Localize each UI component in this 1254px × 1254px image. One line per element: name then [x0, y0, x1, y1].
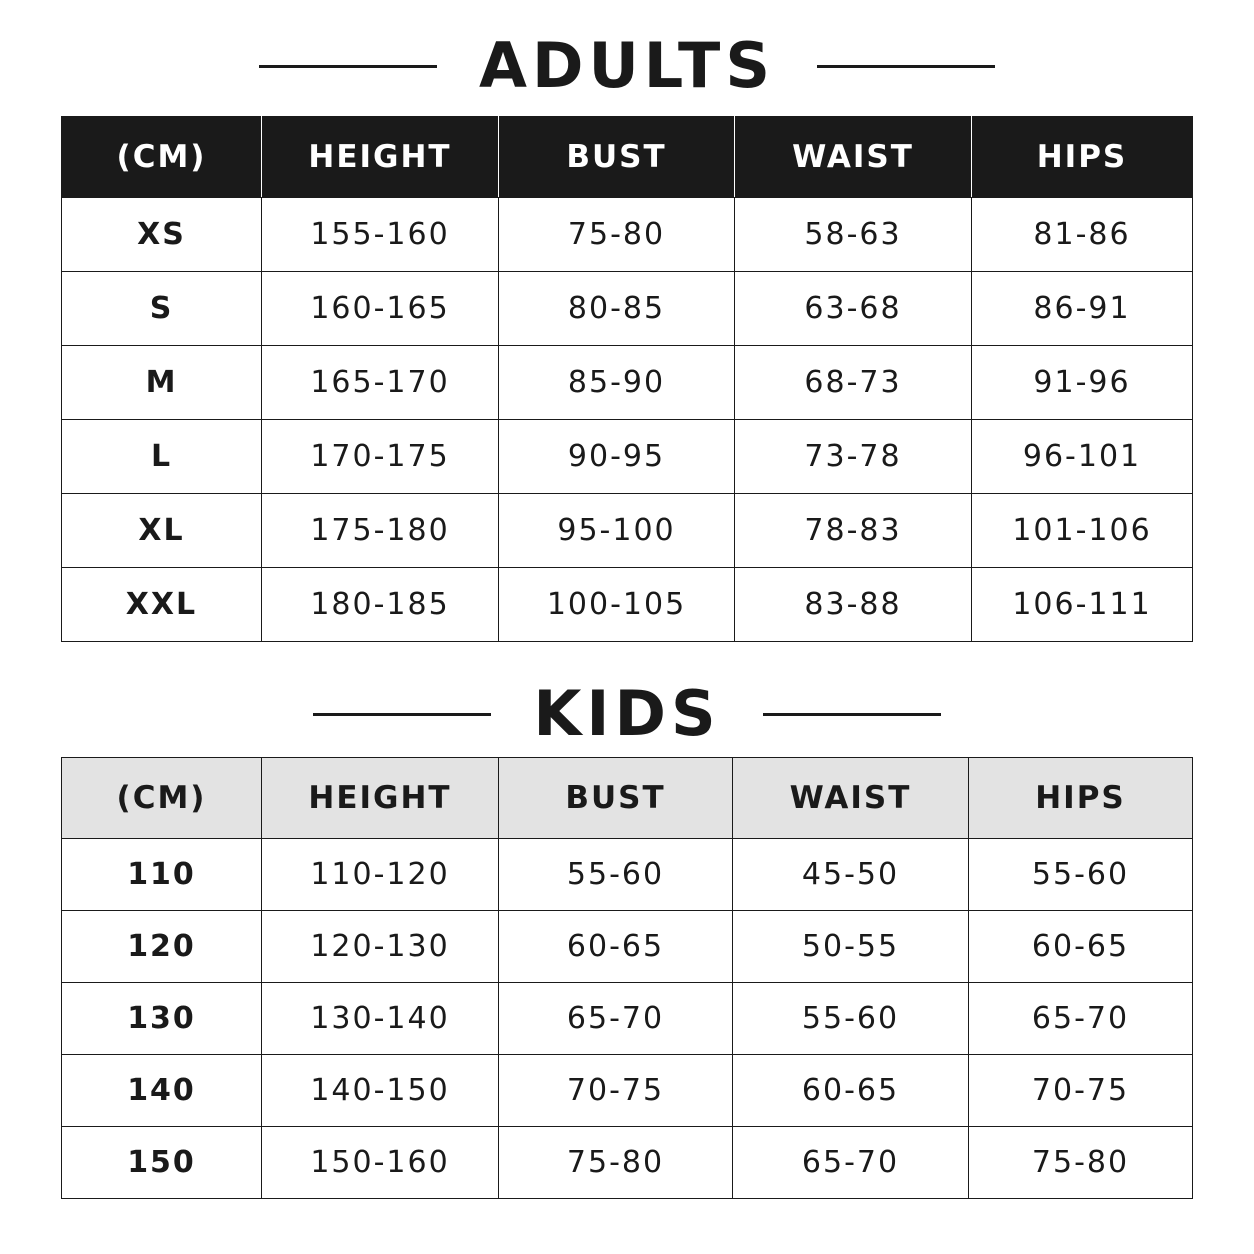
table-row — [62, 1127, 1193, 1199]
waist-cell: 50-55 — [733, 911, 969, 983]
bust-cell: 70-75 — [499, 1055, 733, 1127]
bust-cell: 90-95 — [499, 420, 735, 494]
waist-cell: 60-65 — [733, 1055, 969, 1127]
hips-cell: 106-111 — [972, 568, 1193, 642]
hips-cell: 86-91 — [972, 272, 1193, 346]
column-header: (CM) — [62, 117, 262, 198]
bust-cell: 75-80 — [499, 198, 735, 272]
table-row — [62, 839, 1193, 911]
table-row — [62, 983, 1193, 1055]
table-row — [62, 911, 1193, 983]
column-header: HIPS — [972, 117, 1193, 198]
table-row — [62, 346, 1193, 420]
size-label: XL — [62, 494, 262, 568]
adults-heading — [0, 29, 1254, 102]
height-cell: 170-175 — [262, 420, 499, 494]
column-header: BUST — [499, 117, 735, 198]
size-label: XXL — [62, 568, 262, 642]
hips-cell: 101-106 — [972, 494, 1193, 568]
kids-title: KIDS — [533, 677, 721, 750]
waist-cell: 58-63 — [735, 198, 972, 272]
table-row — [62, 494, 1193, 568]
hips-cell: 96-101 — [972, 420, 1193, 494]
bust-cell: 85-90 — [499, 346, 735, 420]
waist-cell: 73-78 — [735, 420, 972, 494]
table-row — [62, 568, 1193, 642]
table-row — [62, 198, 1193, 272]
waist-cell: 83-88 — [735, 568, 972, 642]
bust-cell: 60-65 — [499, 911, 733, 983]
size-label: 150 — [62, 1127, 262, 1199]
column-header: BUST — [499, 758, 733, 839]
bust-cell: 65-70 — [499, 983, 733, 1055]
hips-cell: 60-65 — [969, 911, 1193, 983]
waist-cell: 68-73 — [735, 346, 972, 420]
bust-cell: 55-60 — [499, 839, 733, 911]
heading-rule-right — [763, 713, 941, 716]
size-label: 110 — [62, 839, 262, 911]
size-label: S — [62, 272, 262, 346]
hips-cell: 70-75 — [969, 1055, 1193, 1127]
size-label: 140 — [62, 1055, 262, 1127]
hips-cell: 55-60 — [969, 839, 1193, 911]
hips-cell: 81-86 — [972, 198, 1193, 272]
kids-size-table — [61, 757, 1193, 1199]
hips-cell: 65-70 — [969, 983, 1193, 1055]
column-header: HEIGHT — [262, 758, 499, 839]
kids-heading — [0, 677, 1254, 750]
height-cell: 175-180 — [262, 494, 499, 568]
column-header: WAIST — [735, 117, 972, 198]
waist-cell: 55-60 — [733, 983, 969, 1055]
adults-title: ADULTS — [479, 29, 775, 102]
bust-cell: 95-100 — [499, 494, 735, 568]
height-cell: 160-165 — [262, 272, 499, 346]
size-label: 130 — [62, 983, 262, 1055]
column-header: (CM) — [62, 758, 262, 839]
adults-size-table — [61, 116, 1193, 642]
waist-cell: 45-50 — [733, 839, 969, 911]
height-cell: 180-185 — [262, 568, 499, 642]
hips-cell: 75-80 — [969, 1127, 1193, 1199]
column-header: HEIGHT — [262, 117, 499, 198]
bust-cell: 75-80 — [499, 1127, 733, 1199]
column-header: HIPS — [969, 758, 1193, 839]
waist-cell: 78-83 — [735, 494, 972, 568]
height-cell: 140-150 — [262, 1055, 499, 1127]
size-label: M — [62, 346, 262, 420]
column-header: WAIST — [733, 758, 969, 839]
height-cell: 110-120 — [262, 839, 499, 911]
waist-cell: 63-68 — [735, 272, 972, 346]
height-cell: 120-130 — [262, 911, 499, 983]
hips-cell: 91-96 — [972, 346, 1193, 420]
size-label: L — [62, 420, 262, 494]
size-label: XS — [62, 198, 262, 272]
waist-cell: 65-70 — [733, 1127, 969, 1199]
height-cell: 130-140 — [262, 983, 499, 1055]
table-row — [62, 1055, 1193, 1127]
bust-cell: 100-105 — [499, 568, 735, 642]
table-header-row — [62, 117, 1193, 198]
height-cell: 155-160 — [262, 198, 499, 272]
heading-rule-left — [259, 65, 437, 68]
table-header-row — [62, 758, 1193, 839]
bust-cell: 80-85 — [499, 272, 735, 346]
size-label: 120 — [62, 911, 262, 983]
table-row — [62, 272, 1193, 346]
heading-rule-right — [817, 65, 995, 68]
heading-rule-left — [313, 713, 491, 716]
height-cell: 150-160 — [262, 1127, 499, 1199]
height-cell: 165-170 — [262, 346, 499, 420]
table-row — [62, 420, 1193, 494]
